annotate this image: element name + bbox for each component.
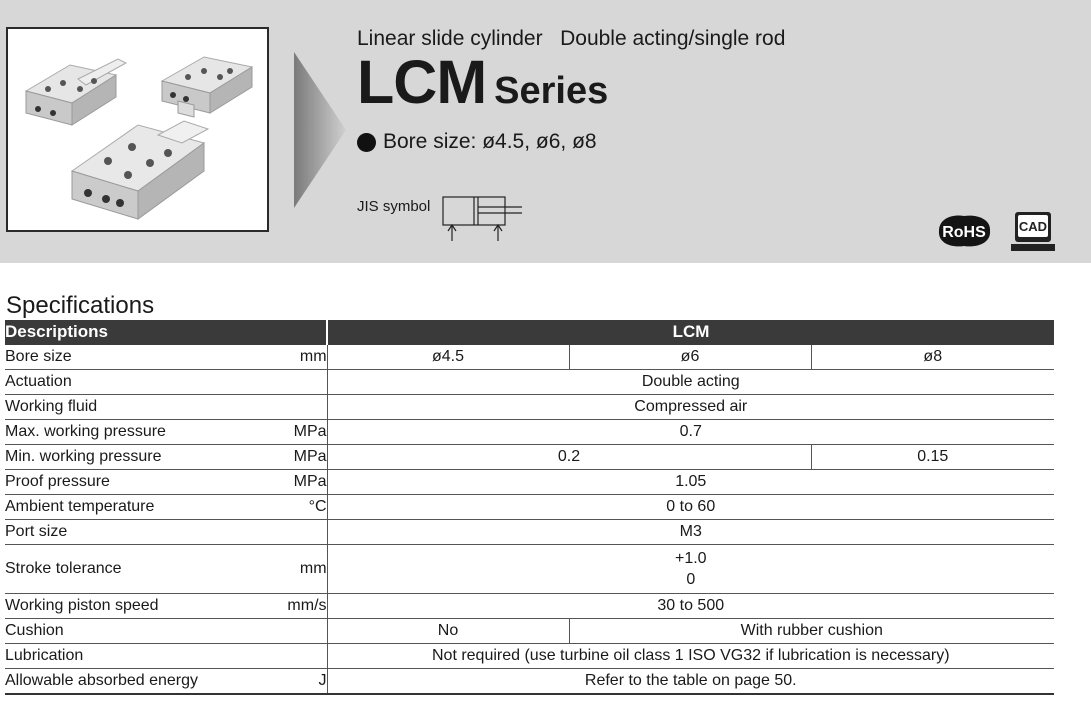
row-allowable-absorbed-energy: [5, 669, 1054, 695]
row-unit: mm: [285, 345, 327, 370]
row-label: Working fluid: [5, 395, 285, 420]
row-value: 0 to 60: [327, 495, 1054, 520]
row-value-b: 0.15: [811, 445, 1054, 470]
row-unit: [285, 520, 327, 545]
row-label: Port size: [5, 520, 285, 545]
row-value: 0.7: [327, 420, 1054, 445]
bullet-icon: [357, 133, 376, 152]
row-value-b: With rubber cushion: [569, 619, 1054, 644]
tolerance-upper: +1.0: [674, 550, 707, 567]
jis-symbol-label: JIS symbol: [357, 198, 431, 215]
row-label: Max. working pressure: [5, 420, 285, 445]
row-value-a: 0.2: [327, 445, 811, 470]
row-unit: MPa: [285, 445, 327, 470]
row-lubrication: [5, 644, 1054, 669]
row-unit: J: [285, 669, 327, 695]
cad-badge-icon: [1010, 210, 1056, 254]
bore-value-1: ø4.5: [327, 345, 569, 370]
product-photo-cylinders: [8, 29, 267, 230]
row-unit: [285, 395, 327, 420]
bore-value-3: ø8: [811, 345, 1054, 370]
row-working-piston-speed: [5, 594, 1054, 619]
row-value: M3: [327, 520, 1054, 545]
row-label: Lubrication: [5, 644, 285, 669]
row-label: Stroke tolerance: [5, 545, 285, 594]
row-unit: MPa: [285, 420, 327, 445]
row-cushion: [5, 619, 1054, 644]
header-banner: [0, 0, 1091, 263]
cad-badge-text: CAD: [1018, 219, 1048, 234]
row-label: Cushion: [5, 619, 285, 644]
bore-size-line: [357, 130, 597, 154]
row-value: 1.05: [327, 470, 1054, 495]
row-value: Refer to the table on page 50.: [327, 669, 1054, 695]
series-code: LCM: [357, 48, 487, 116]
rohs-badge-icon: [933, 212, 995, 250]
row-value-a: No: [327, 619, 569, 644]
bore-value-2: ø6: [569, 345, 811, 370]
row-label: Working piston speed: [5, 594, 285, 619]
row-port-size: [5, 520, 1054, 545]
jis-symbol-icon: [440, 193, 526, 243]
row-value: Compressed air: [327, 395, 1054, 420]
row-label: Bore size: [5, 345, 285, 370]
row-value: Double acting: [327, 370, 1054, 395]
product-subtitle: Linear slide cylinder Double acting/single rod: [357, 27, 786, 50]
row-unit: [285, 619, 327, 644]
row-unit: [285, 370, 327, 395]
row-label: Min. working pressure: [5, 445, 285, 470]
row-ambient-temperature: [5, 495, 1054, 520]
row-unit: mm/s: [285, 594, 327, 619]
bore-size-text: Bore size: ø4.5, ø6, ø8: [383, 130, 597, 153]
series-title: [357, 48, 609, 116]
row-value: [327, 545, 1054, 594]
row-min-working-pressure: [5, 445, 1054, 470]
row-label: Actuation: [5, 370, 285, 395]
row-bore-size: [5, 345, 1054, 370]
row-proof-pressure: [5, 470, 1054, 495]
row-unit: MPa: [285, 470, 327, 495]
row-unit: [285, 644, 327, 669]
table-header-row: [5, 320, 1054, 345]
row-value: Not required (use turbine oil class 1 ISO VG32 if lubrication is necessary): [327, 644, 1054, 669]
specifications-table: [5, 320, 1054, 695]
row-actuation: [5, 370, 1054, 395]
specifications-heading: Specifications: [6, 292, 155, 319]
product-photo: [6, 27, 269, 232]
row-label: Proof pressure: [5, 470, 285, 495]
row-working-fluid: [5, 395, 1054, 420]
row-max-working-pressure: [5, 420, 1054, 445]
row-label: Allowable absorbed energy: [5, 669, 285, 695]
row-unit: mm: [285, 545, 327, 594]
rohs-badge-text: RoHS: [942, 224, 986, 241]
series-word: Series: [494, 70, 609, 112]
tolerance-lower: 0: [686, 571, 696, 588]
row-unit: °C: [285, 495, 327, 520]
series-arrow-icon: [294, 52, 346, 208]
row-value: 30 to 500: [327, 594, 1054, 619]
column-header-lcm: LCM: [327, 320, 1054, 345]
row-stroke-tolerance: [5, 545, 1054, 594]
row-label: Ambient temperature: [5, 495, 285, 520]
column-header-descriptions: Descriptions: [5, 320, 327, 345]
